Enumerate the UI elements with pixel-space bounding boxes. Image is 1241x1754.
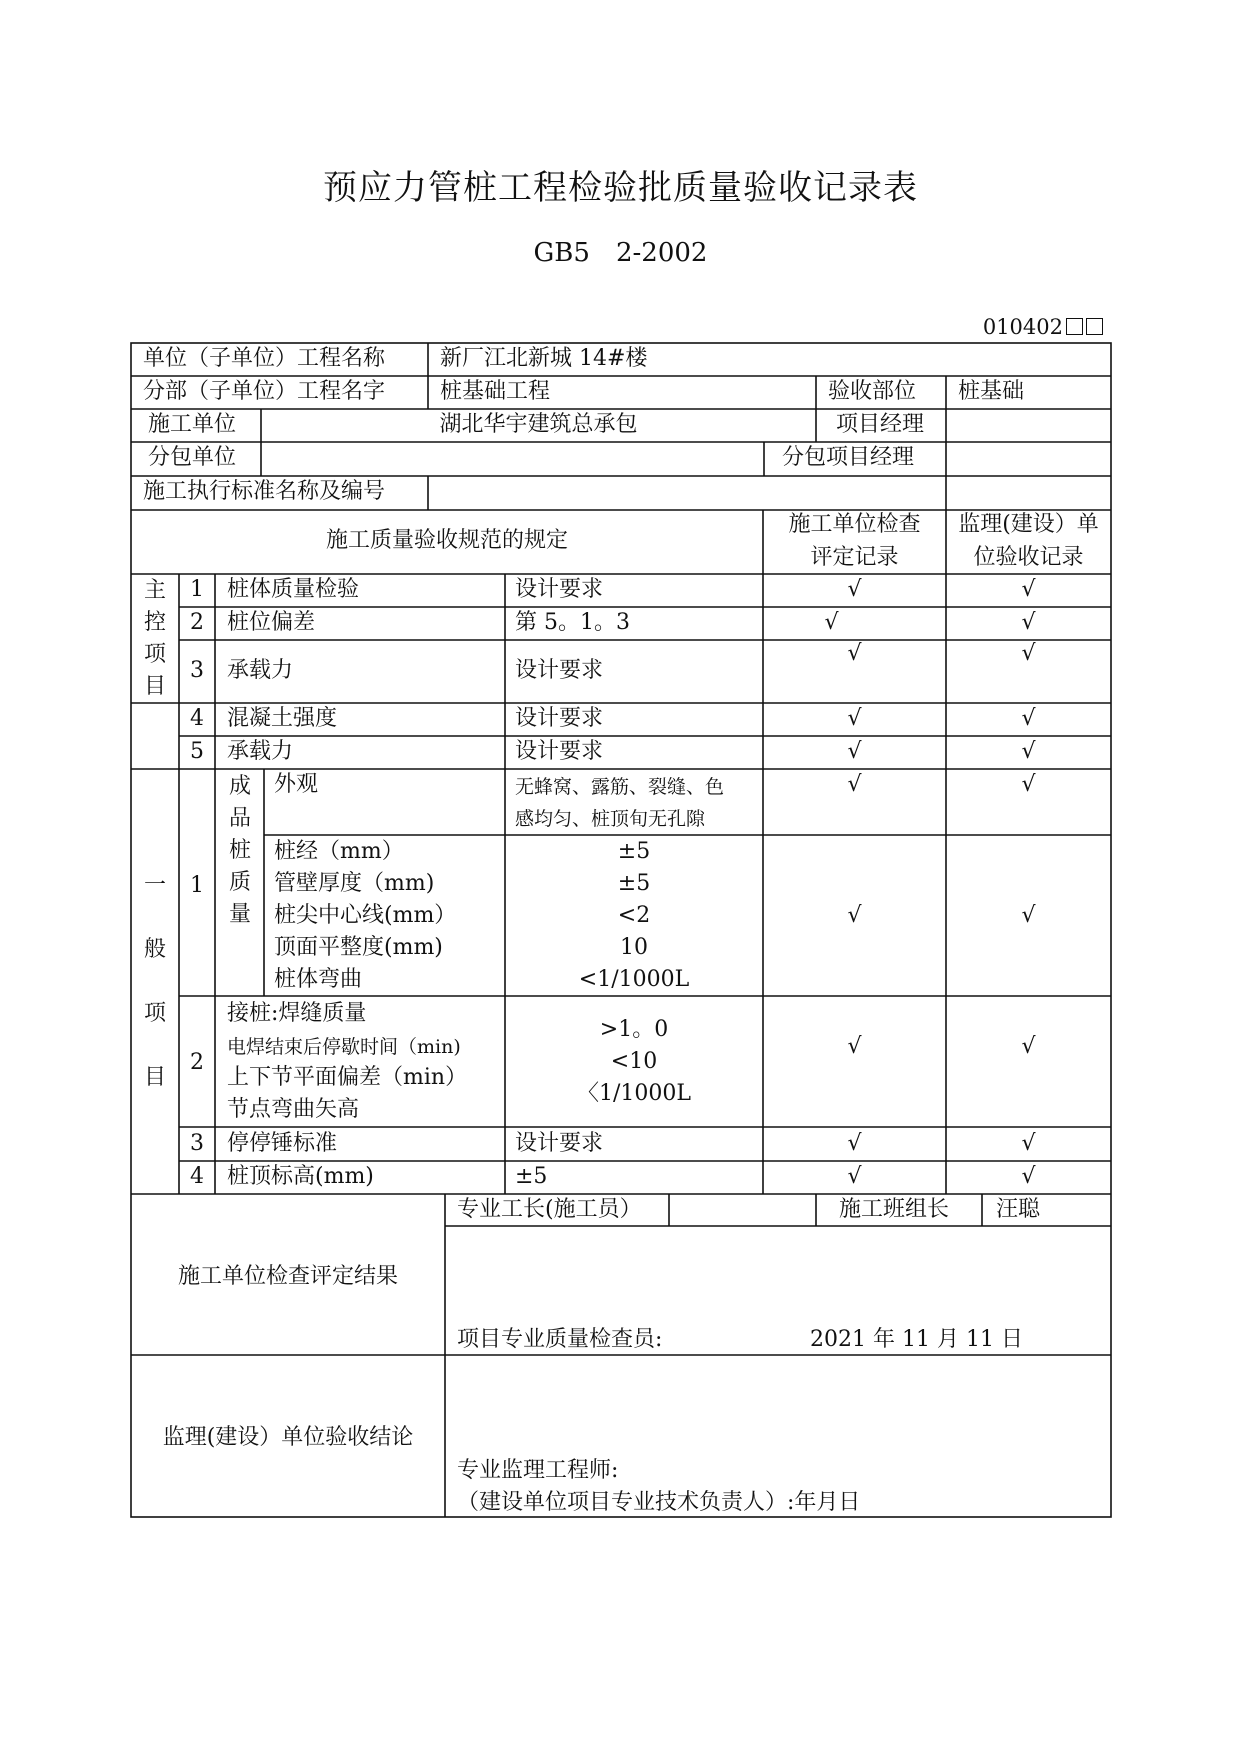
wall-thickness-name: 管壁厚度（mm)	[274, 871, 435, 896]
main-control-label: 主 控 项 目	[143, 578, 166, 699]
project-manager-label: 项目经理	[836, 412, 925, 437]
sub-pm-label: 分包项目经理	[782, 445, 915, 470]
main-item-1-check: √	[847, 577, 862, 602]
main-item-2-req: 第 5。1。3	[515, 610, 630, 635]
general-item-3-no: 3	[190, 1131, 204, 1156]
general-item-3-check: √	[847, 1131, 862, 1156]
inspection-date: 2021 年 11 月 11 日	[810, 1327, 1023, 1352]
joint-req-3: 〈1/1000L	[576, 1081, 691, 1106]
main-item-5-req: 设计要求	[515, 739, 604, 764]
main-item-2-sup: √	[1021, 610, 1036, 635]
dims-sup: √	[1021, 903, 1036, 928]
joint-line-1: 接桩:焊缝质量	[227, 1001, 367, 1026]
team-leader-value: 汪聪	[996, 1197, 1041, 1222]
main-item-4-name: 混凝土强度	[227, 706, 338, 731]
main-item-3-no: 3	[190, 658, 204, 683]
owner-technical-lead-label: （建设单位项目专业技术负责人）:年月日	[457, 1490, 861, 1515]
team-leader-label: 施工班组长	[839, 1197, 950, 1222]
subcontractor-label: 分包单位	[148, 445, 237, 470]
main-item-1-name: 桩体质量检验	[227, 577, 360, 602]
main-item-1-req: 设计要求	[515, 577, 604, 602]
general-item-4-check: √	[847, 1164, 862, 1189]
main-item-4-check: √	[847, 706, 862, 731]
pile-bending-name: 桩体弯曲	[274, 967, 363, 992]
top-flatness-name: 顶面平整度(mm)	[274, 935, 443, 960]
finished-pile-quality-label: 成 品 桩 质 量	[228, 774, 251, 927]
appearance-name: 外观	[274, 772, 319, 797]
main-item-2-check: √	[824, 610, 839, 635]
check-header-line2: 评定记录	[810, 545, 899, 570]
main-item-2-name: 桩位偏差	[227, 610, 316, 635]
main-item-5-check: √	[847, 739, 862, 764]
appearance-req-line1: 无蜂窝、露筋、裂缝、色	[515, 776, 725, 798]
general-item-4-name: 桩顶标高(mm)	[227, 1164, 374, 1189]
main-item-4-req: 设计要求	[515, 706, 604, 731]
standard-code: GB5 2-2002	[533, 238, 708, 268]
appearance-check: √	[847, 772, 862, 797]
general-item-2-no: 2	[190, 1050, 204, 1075]
contractor-value: 湖北华宇建筑总承包	[439, 412, 638, 437]
general-label-char-4: 目	[143, 1065, 166, 1090]
main-item-5-name: 承载力	[227, 739, 294, 764]
accept-part-label: 验收部位	[828, 379, 917, 404]
appearance-sup: √	[1021, 772, 1036, 797]
main-item-3-sup: √	[1021, 641, 1036, 666]
general-item-4-req: ±5	[515, 1164, 548, 1189]
general-item-3-name: 停停锤标准	[227, 1131, 338, 1156]
accept-part-value: 桩基础	[958, 379, 1025, 404]
general-label-char-3: 项	[143, 1001, 166, 1026]
main-item-1-no: 1	[190, 577, 204, 602]
form-number: 010402	[983, 315, 1103, 339]
joint-req-2: <10	[610, 1049, 658, 1074]
joint-check: √	[847, 1034, 862, 1059]
standard-label: 施工执行标准名称及编号	[143, 479, 386, 504]
foreman-label: 专业工长(施工员）	[457, 1197, 642, 1222]
pile-diameter-req: ±5	[617, 839, 651, 864]
main-item-2-no: 2	[190, 610, 204, 635]
general-item-4-no: 4	[190, 1164, 204, 1189]
dims-check: √	[847, 903, 862, 928]
tip-centerline-req: <2	[617, 903, 651, 928]
general-item-3-req: 设计要求	[515, 1131, 604, 1156]
division-label: 分部（子单位）工程名字	[143, 379, 386, 404]
main-item-3-name: 承载力	[227, 658, 294, 683]
main-item-3-check: √	[847, 641, 862, 666]
inspection-result-label: 施工单位检查评定结果	[177, 1264, 398, 1289]
main-item-1-sup: √	[1021, 577, 1036, 602]
contractor-label: 施工单位	[148, 412, 237, 437]
main-item-5-sup: √	[1021, 739, 1036, 764]
project-name-value: 新厂江北新城 14#楼	[440, 346, 648, 371]
supervising-engineer-label: 专业监理工程师:	[457, 1458, 619, 1483]
wall-thickness-req: ±5	[617, 871, 651, 896]
supervisor-header-line1: 监理(建设）单	[958, 512, 1099, 537]
main-item-5-no: 5	[190, 739, 204, 764]
tip-centerline-name: 桩尖中心线(mm）	[274, 903, 457, 928]
project-name-label: 单位（子单位）工程名称	[143, 346, 386, 371]
joint-line-4: 节点弯曲矢高	[227, 1097, 360, 1122]
pile-diameter-name: 桩经（mm）	[274, 839, 404, 864]
supervision-conclusion-label: 监理(建设）单位验收结论	[162, 1425, 414, 1450]
spec-header: 施工质量验收规范的规定	[325, 528, 568, 553]
supervisor-header-line2: 位验收记录	[973, 545, 1084, 570]
document-title: 预应力管桩工程检验批质量验收记录表	[323, 168, 918, 208]
general-item-4-sup: √	[1021, 1164, 1036, 1189]
general-label-char-2: 般	[143, 937, 166, 962]
general-label-char-1: 一	[143, 873, 166, 898]
joint-sup: √	[1021, 1034, 1036, 1059]
main-item-4-sup: √	[1021, 706, 1036, 731]
joint-line-2: 电焊结束后停歇时间（min)	[227, 1036, 461, 1058]
main-item-4-no: 4	[190, 706, 204, 731]
general-item-1-no: 1	[190, 873, 204, 898]
top-flatness-req: 10	[620, 935, 648, 960]
joint-line-3: 上下节平面偏差（min）	[227, 1065, 468, 1090]
check-header-line1: 施工单位检查	[788, 512, 921, 537]
appearance-req-line2: 感均匀、桩顶旬无孔隙	[515, 808, 706, 830]
quality-inspector-label: 项目专业质量检查员:	[457, 1327, 663, 1352]
pile-bending-req: <1/1000L	[578, 967, 690, 992]
main-item-3-req: 设计要求	[515, 658, 604, 683]
joint-req-1: >1。0	[599, 1017, 669, 1042]
general-item-3-sup: √	[1021, 1131, 1036, 1156]
division-value: 桩基础工程	[440, 379, 551, 404]
